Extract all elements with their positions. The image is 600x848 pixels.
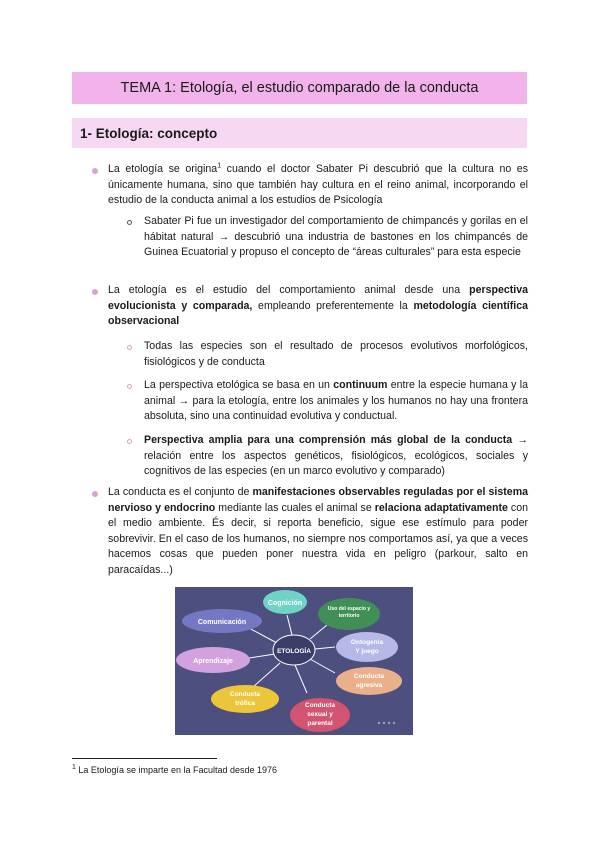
- bullet-text: con el medio ambiente. És decir, si reporta beneficio, sigue ese estímulo para poder sobrevivir. En el caso de los humanos, no siempre nos comportamos así, ya que a veces hacemos cosas que pueden poner nuestra vida en peligro (parkour, salto en paracaídas...): [108, 501, 528, 576]
- bullet-text: empleando preferentemente la: [252, 299, 414, 312]
- diagram-node-label: Aprendizaje: [193, 658, 233, 665]
- footnote: [72, 765, 277, 775]
- bullet-text: La etología se origina: [108, 163, 218, 175]
- diagram-node-label: agresiva: [355, 682, 383, 689]
- diagram-decorative-dots: [378, 722, 395, 724]
- bullet-text: mediante las cuales el animal se: [215, 501, 375, 514]
- page-title-text: TEMA 1: Etología, el estudio comparado de la conducta: [120, 80, 479, 96]
- sub-bullet-paragraph-continuum: [144, 378, 528, 425]
- connector-line: [310, 659, 335, 673]
- connector-line: [287, 615, 292, 635]
- bullet-marker: [92, 491, 98, 497]
- bullet-paragraph-origin: [108, 162, 528, 209]
- sub-bullet-text: La perspectiva etológica se basa en un: [144, 379, 334, 391]
- connector-line: [295, 665, 307, 693]
- diagram-node-ontogenia: [336, 632, 398, 662]
- bullet-text: La conducta es el conjunto de: [108, 486, 253, 498]
- connector-line: [310, 625, 327, 639]
- bullet-bold-text: perspectiva evolucionista y comparada,: [108, 284, 528, 312]
- sub-bullet-paragraph-sabater: [144, 214, 528, 261]
- sub-bullet-paragraph-perspective: [144, 433, 528, 480]
- sub-bullet-text: entre la especie humana y la animal → para la etología, entre los animales y los humanos no hay una frontera absoluta, sino una continuidad evolutiva y conductual.: [144, 379, 528, 423]
- footnote-separator: [72, 758, 217, 759]
- sub-bullet-text: Todas las especies son el resultado de procesos evolutivos morfológicos, fisiológicos y de conducta: [144, 340, 528, 368]
- bullet-text: La etología es el estudio del comportamiento animal desde una: [108, 284, 470, 296]
- diagram-node-trofica: [211, 685, 279, 713]
- bullet-text: cuando el doctor Sabater Pi descubrió que la cultura no es únicamente humana, sino que también hay cultura en el reino animal, incorporando el estudio de la conducta animal a los estudios de Psicología: [108, 163, 529, 207]
- sub-bullet-marker: [127, 439, 132, 444]
- diagram-node-label: Cognición: [267, 600, 303, 607]
- diagram-node-label: Conducta: [230, 691, 260, 698]
- footnote-number: 1: [72, 764, 76, 771]
- page-title: [72, 72, 527, 104]
- bullet-bold-text: manifestaciones observables reguladas por el sistema nervioso y endocrino: [108, 486, 529, 514]
- bullet-marker: [92, 289, 98, 295]
- sub-bullet-marker: [127, 384, 132, 389]
- bullet-paragraph-behavior: [108, 485, 528, 579]
- sub-bullet-text: Sabater Pi fue un investigador del comportamiento de chimpancés y gorilas en el hábitat natural → descubrió una industria de bastones en los chimpancés de Guinea Ecuatorial y propuso el concepto de “áreas culturales” para esta especie: [144, 215, 528, 259]
- bullet-paragraph-definition: [108, 283, 528, 330]
- connector-line: [315, 647, 335, 649]
- bullet-bold-text: relaciona adaptativamente: [374, 501, 508, 514]
- sub-bullet-marker: [127, 220, 132, 225]
- diagram-node-label: sexual y: [307, 711, 333, 718]
- diagram-node-agresiva: [336, 667, 402, 695]
- footnote-text: La Etología se imparte en la Facultad desde 1976: [75, 765, 278, 775]
- bullet-marker: [92, 168, 98, 174]
- section-heading: [72, 118, 527, 148]
- bullet-bold-text: metodología científica observacional: [108, 299, 528, 328]
- diagram-center-label: ETOLOGÍA: [277, 648, 311, 655]
- diagram-node-label: parental: [307, 720, 333, 727]
- sub-bullet-bold-text: continuum: [333, 379, 388, 391]
- diagram-node-label: trófica: [235, 700, 255, 707]
- section-heading-text: 1- Etología: concepto: [80, 125, 218, 141]
- sub-bullet-text: → relación entre los aspectos genéticos, fisiológicos, ecológicos, sociales y cognitivos de las especies (en un marco evolutivo y comparado): [144, 434, 528, 478]
- diagram-node-label: Ontogenia: [350, 639, 384, 646]
- diagram-node-label: Comunicación: [197, 619, 247, 626]
- diagram-node-label: territorio: [338, 613, 360, 619]
- ethology-diagram-svg: [175, 587, 413, 735]
- connector-line: [253, 663, 280, 687]
- diagram-node-label: Conducta: [305, 702, 335, 709]
- diagram-node-label: Uso del espacio y: [327, 606, 371, 612]
- footnote-ref[interactable]: 1: [217, 162, 222, 170]
- diagram-node-label: Conducta: [354, 673, 384, 680]
- sub-bullet-bold-text: Perspectiva amplia para una comprensión más global de la conducta: [144, 434, 513, 446]
- connector-line: [247, 627, 277, 643]
- sub-bullet-marker: [127, 345, 132, 350]
- diagram-node-label: Y juego: [355, 648, 379, 655]
- sub-bullet-paragraph-species: [144, 339, 528, 370]
- ethology-diagram: [175, 587, 413, 735]
